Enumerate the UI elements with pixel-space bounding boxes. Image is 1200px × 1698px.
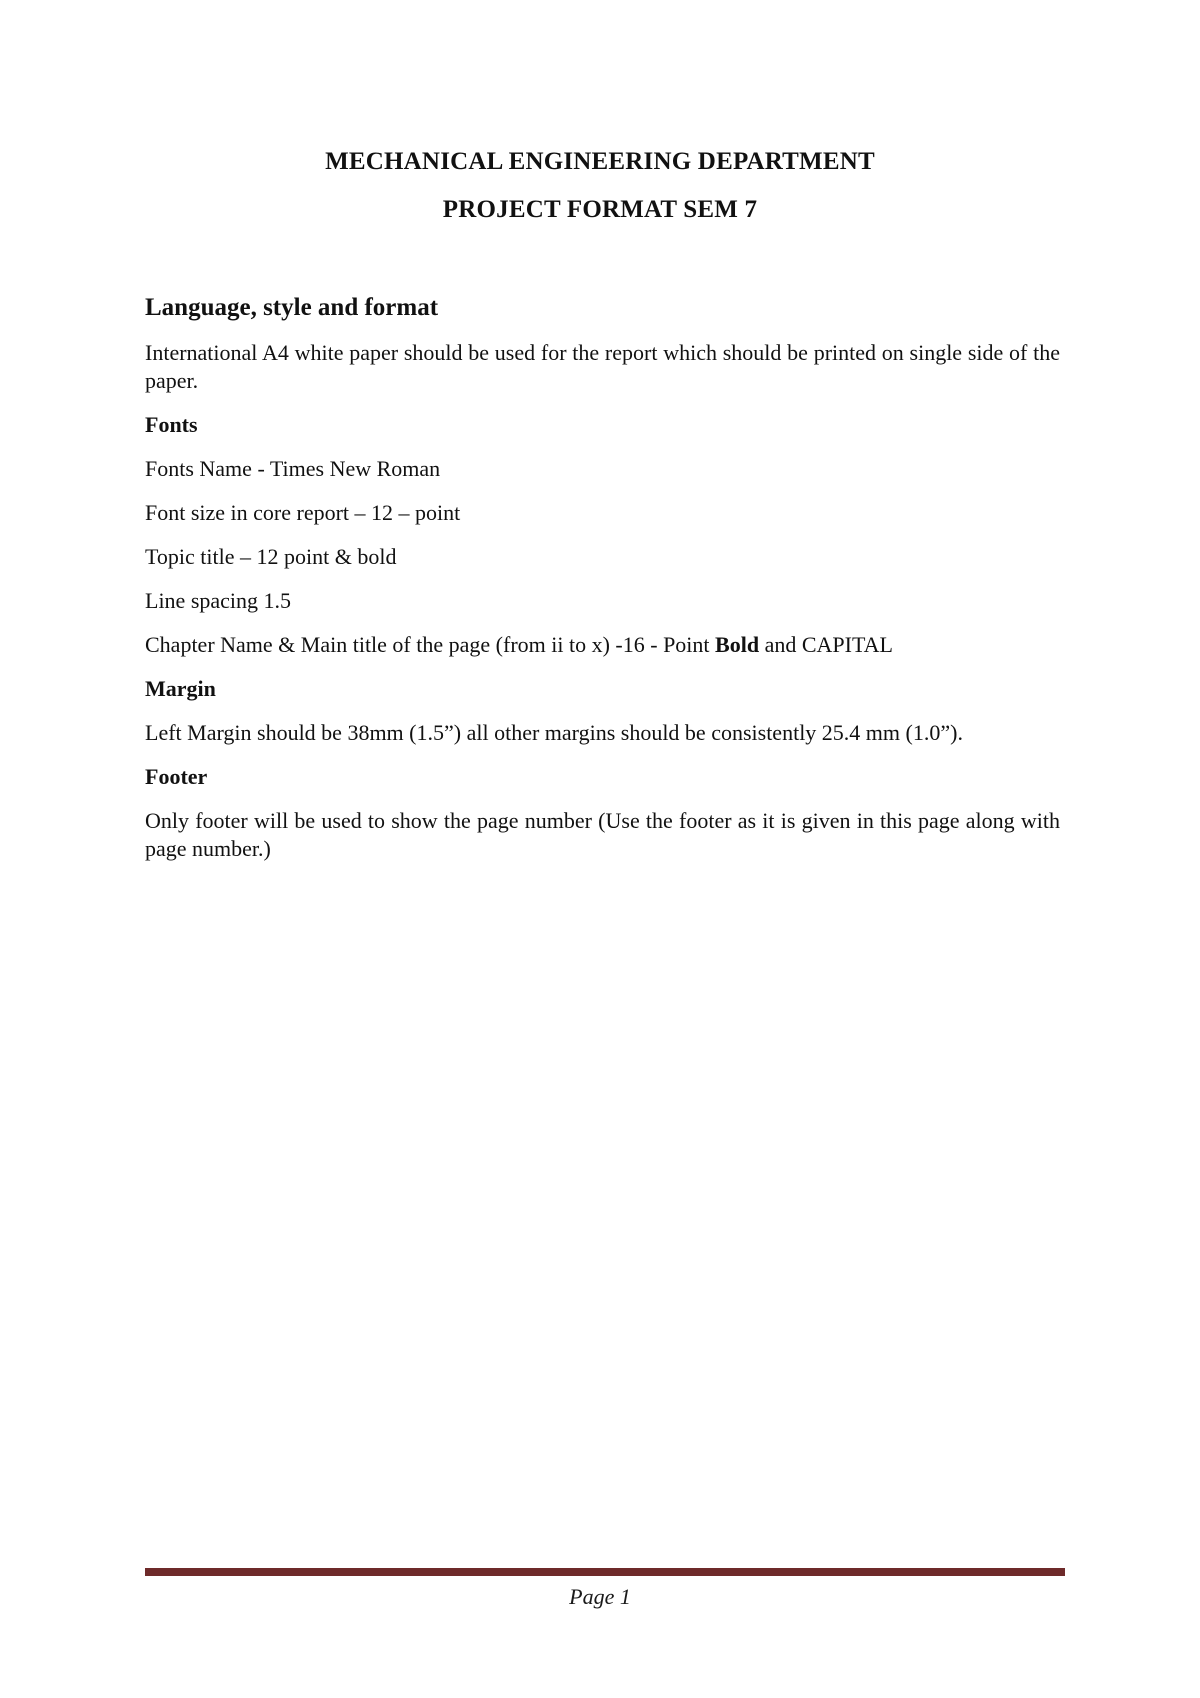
margin-heading: Margin	[145, 676, 216, 701]
document-subtitle: PROJECT FORMAT SEM 7	[442, 196, 758, 223]
document-body	[145, 293, 1060, 879]
font-size-line: Font size in core report – 12 – point	[145, 500, 461, 525]
margin-text: Left Margin should be 38mm (1.5”) all other margins should be consistently 25.4 mm (1.0”).	[145, 720, 963, 745]
page-number: Page 1	[569, 1584, 631, 1609]
footer-text: Only footer will be used to show the page number (Use the footer as it is given in this page along with page number.)	[145, 808, 1060, 861]
topic-title-line: Topic title – 12 point & bold	[145, 544, 397, 569]
font-name-line: Fonts Name - Times New Roman	[145, 456, 441, 481]
department-title: MECHANICAL ENGINEERING DEPARTMENT	[325, 148, 875, 175]
section-heading: Language, style and format	[145, 294, 439, 321]
footer-rule	[145, 1568, 1065, 1576]
chapter-name-suffix: and CAPITAL	[759, 632, 893, 657]
line-spacing-line: Line spacing 1.5	[145, 588, 292, 613]
intro-paragraph: International A4 white paper should be used for the report which should be printed on single side of the paper.	[145, 340, 1060, 393]
chapter-name-bold: Bold	[715, 632, 760, 657]
footer-heading: Footer	[145, 764, 208, 789]
chapter-name-line	[145, 631, 1060, 659]
fonts-heading: Fonts	[145, 412, 198, 437]
chapter-name-prefix: Chapter Name & Main title of the page (from ii to x) -16 - Point	[145, 632, 716, 657]
